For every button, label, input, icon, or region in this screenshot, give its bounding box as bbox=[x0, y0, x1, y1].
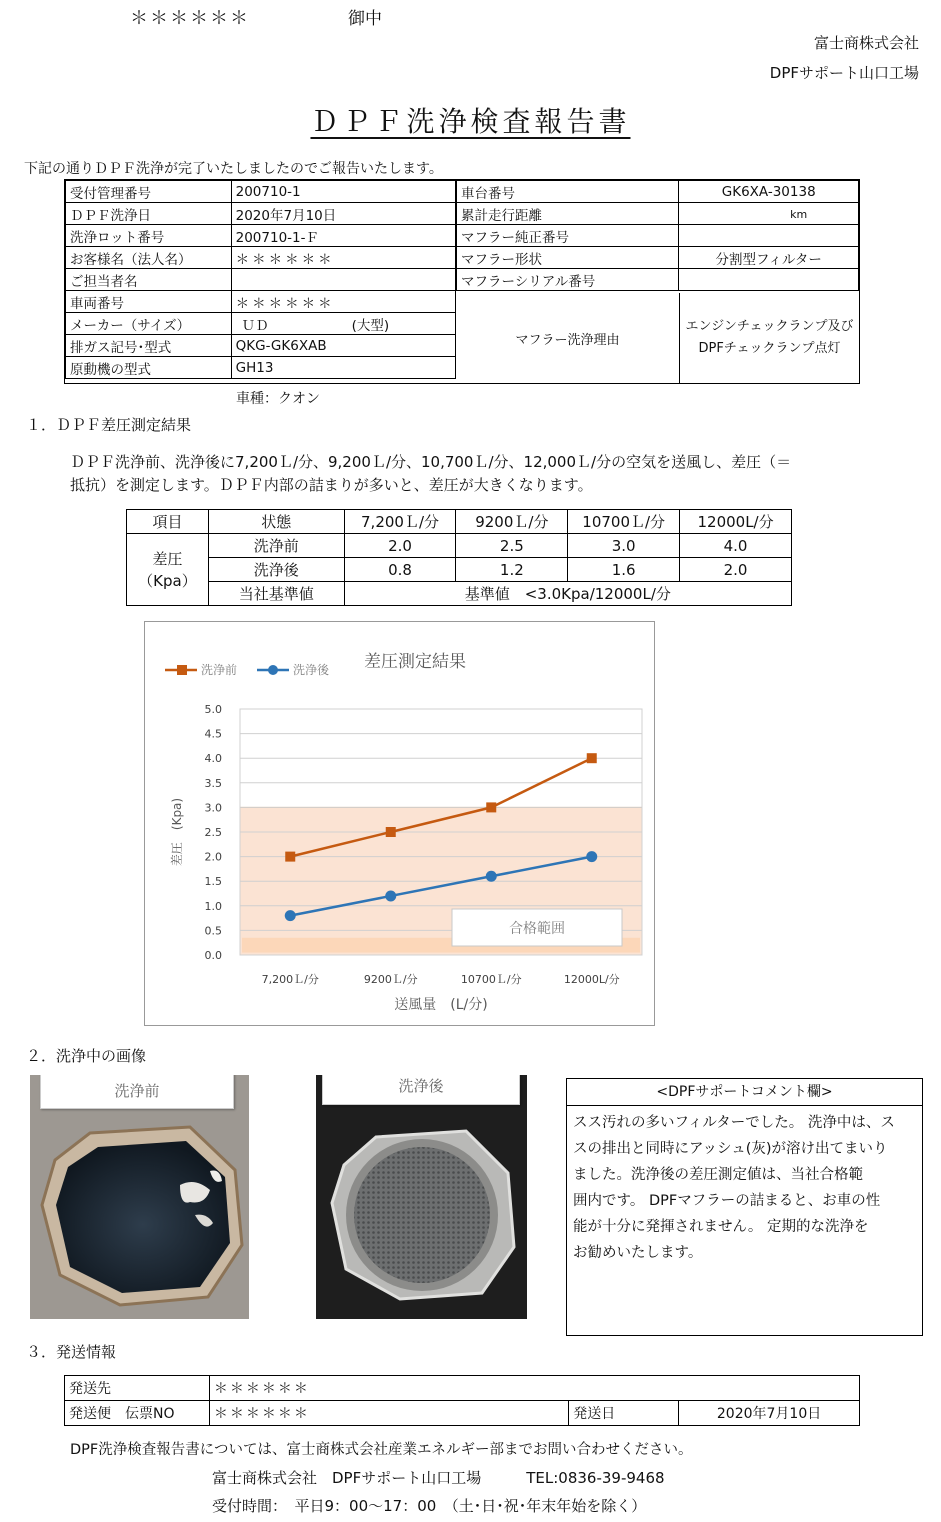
info-right-row bbox=[457, 181, 859, 203]
comment-box bbox=[566, 1078, 923, 1336]
y-tick-label: 5.0 bbox=[204, 703, 222, 716]
ship-slip-value: ＊＊＊＊＊＊ bbox=[209, 1401, 568, 1426]
header-col-4: 12000L/分 bbox=[680, 510, 792, 534]
before-value-1: 2.0 bbox=[344, 534, 456, 558]
x-tick-label: 9200Ｌ/分 bbox=[363, 973, 418, 986]
chart-frame bbox=[144, 621, 655, 1026]
x-tick-label: 12000L/分 bbox=[563, 973, 620, 986]
mileage-unit: km bbox=[790, 207, 808, 221]
data-point-before bbox=[285, 852, 295, 862]
section2-title: ２．洗浄中の画像 bbox=[26, 1047, 147, 1065]
photo-before-label: 洗浄前 bbox=[40, 1075, 234, 1109]
info-right-label: マフラー形状 bbox=[457, 247, 679, 269]
info-left-value: 2020年7月10日 bbox=[231, 203, 455, 225]
info-left-label: 原動機の型式 bbox=[66, 357, 232, 379]
comment-line: 能が十分に発揮されません。 定期的な洗浄を bbox=[573, 1219, 869, 1235]
info-left-label: ご担当者名 bbox=[66, 269, 232, 291]
comment-line: スス汚れの多いフィルターでした。 洗浄中は、ス bbox=[573, 1115, 895, 1131]
std-label: 当社基準値 bbox=[208, 582, 344, 606]
legend-marker bbox=[177, 665, 187, 675]
legend-label: 洗浄後 bbox=[293, 663, 330, 677]
info-right-label: マフラー純正番号 bbox=[457, 225, 679, 247]
pressure-table bbox=[126, 509, 792, 606]
section3-title: ３．発送情報 bbox=[26, 1343, 117, 1361]
section1-title: １．ＤＰＦ差圧測定結果 bbox=[26, 416, 192, 434]
info-right-value bbox=[679, 203, 859, 225]
ship-slip-label: 発送便 伝票NO bbox=[65, 1401, 210, 1426]
footer-line1: DPF洗浄検査報告書については、富士商株式会社産業エネルギー部までお問い合わせください。 bbox=[70, 1442, 693, 1458]
header-col-2: 9200Ｌ/分 bbox=[456, 510, 568, 534]
photo-after bbox=[316, 1075, 527, 1319]
maker-size: (大型) bbox=[351, 317, 390, 334]
x-tick-label: 7,200Ｌ/分 bbox=[261, 973, 319, 986]
info-right-value bbox=[679, 269, 859, 291]
info-left-row bbox=[66, 181, 456, 203]
info-left-value: ＊＊＊＊＊＊ bbox=[231, 247, 455, 269]
y-tick-label: 0.0 bbox=[204, 949, 222, 962]
after-label: 洗浄後 bbox=[208, 558, 344, 582]
ship-date-label: 発送日 bbox=[569, 1401, 679, 1426]
photo-after-label: 洗浄後 bbox=[322, 1075, 520, 1105]
info-left-value: QKG-GK6XAB bbox=[231, 335, 455, 357]
before-label: 洗浄前 bbox=[208, 534, 344, 558]
info-right-label: 累計走行距離 bbox=[457, 203, 679, 225]
info-table bbox=[64, 179, 860, 384]
maker-value: ＵＤ bbox=[241, 317, 269, 334]
footer-line3: 受付時間： 平日9：00～17：00 （土･日･祝･年末年始を除く） bbox=[212, 1497, 647, 1515]
y-tick-label: 3.0 bbox=[204, 801, 222, 815]
comment-body bbox=[567, 1106, 922, 1270]
reason-line-2: DPFチェックランプ点灯 bbox=[698, 341, 841, 356]
y-tick-label: 4.0 bbox=[204, 752, 222, 766]
info-left-row bbox=[66, 247, 456, 269]
shipping-table bbox=[64, 1375, 860, 1426]
info-left-value: ＊＊＊＊＊＊ bbox=[231, 291, 455, 313]
section1-desc-line1: ＤＰＦ洗浄前、洗浄後に7,200Ｌ/分、9,200Ｌ/分、10,700Ｌ/分、12,000Ｌ/分の空気を送風し、差圧（＝ bbox=[70, 453, 792, 471]
data-point-before bbox=[486, 802, 496, 812]
y-tick-label: 2.5 bbox=[204, 826, 222, 839]
info-left-label: 排ガス記号･型式 bbox=[66, 335, 232, 357]
info-right-value bbox=[679, 225, 859, 247]
before-value-4: 4.0 bbox=[680, 534, 792, 558]
info-left-label: ＤＰＦ洗浄日 bbox=[66, 203, 232, 225]
after-value-2: 1.2 bbox=[456, 558, 568, 582]
legend-marker bbox=[268, 665, 278, 675]
info-left-row bbox=[66, 291, 456, 313]
info-left-row bbox=[66, 269, 456, 291]
info-left-row bbox=[66, 313, 456, 335]
page-title: ＤＰＦ洗浄検査報告書 bbox=[310, 105, 631, 138]
ship-dest-value: ＊＊＊＊＊＊ bbox=[209, 1376, 859, 1401]
info-left-value bbox=[231, 269, 455, 291]
info-right-table bbox=[456, 180, 859, 291]
info-left-label: 受付管理番号 bbox=[66, 181, 232, 203]
ship-dest-label: 発送先 bbox=[65, 1376, 210, 1401]
data-point-after bbox=[385, 890, 396, 901]
dpf-after-image bbox=[316, 1075, 527, 1319]
info-left-row bbox=[66, 335, 456, 357]
pass-label: 合格範囲 bbox=[509, 921, 565, 937]
std-value: 基準値 <3.0Kpa/12000L/分 bbox=[344, 582, 791, 606]
info-left-row bbox=[66, 225, 456, 247]
row-label bbox=[127, 534, 209, 606]
dpf-before-image bbox=[30, 1075, 249, 1319]
legend-label: 洗浄前 bbox=[201, 663, 238, 677]
comment-line: スの排出と同時にアッシュ(灰)が溶け出てまいり bbox=[573, 1141, 888, 1157]
info-right-label: マフラーシリアル番号 bbox=[457, 269, 679, 291]
row-label-line1: 差圧 bbox=[152, 549, 183, 568]
info-right-value: 分割型フィルター bbox=[679, 247, 859, 269]
info-right-value: GK6XA-30138 bbox=[679, 181, 859, 203]
x-axis-label: 送風量 (L/分) bbox=[394, 997, 488, 1013]
pressure-chart bbox=[145, 622, 654, 1025]
footer-line2: 富士商株式会社 DPFサポート山口工場 TEL:0836-39-9468 bbox=[212, 1469, 665, 1487]
y-tick-label: 0.5 bbox=[204, 924, 222, 938]
y-tick-label: 1.5 bbox=[204, 875, 222, 889]
row-label-line2: （Kpa） bbox=[138, 571, 197, 590]
ship-date-value: 2020年7月10日 bbox=[679, 1401, 860, 1426]
info-left-label: お客様名（法人名） bbox=[66, 247, 232, 269]
info-right-row bbox=[457, 247, 859, 269]
comment-line: お勧めいたします。 bbox=[573, 1245, 703, 1261]
info-left-value bbox=[231, 313, 455, 335]
info-right-row bbox=[457, 225, 859, 247]
intro-text: 下記の通りＤＰＦ洗浄が完了いたしましたのでご報告いたします。 bbox=[24, 161, 443, 177]
info-right-row bbox=[457, 269, 859, 291]
recipient: ＊＊＊＊＊＊ bbox=[130, 8, 250, 29]
section1-desc-line2: 抵抗）を測定します。ＤＰＦ内部の詰まりが多いと、差圧が大きくなります。 bbox=[70, 476, 593, 494]
honorific: 御中 bbox=[348, 9, 382, 29]
info-right-row bbox=[457, 203, 859, 225]
data-point-before bbox=[386, 827, 396, 837]
before-value-2: 2.5 bbox=[456, 534, 568, 558]
photo-before bbox=[30, 1075, 249, 1319]
comment-title: <DPFサポートコメント欄> bbox=[567, 1079, 922, 1106]
after-value-1: 0.8 bbox=[344, 558, 456, 582]
info-left-value: 200710-1 bbox=[231, 181, 455, 203]
reason-cell bbox=[456, 293, 859, 383]
info-left-value: GH13 bbox=[231, 357, 455, 379]
info-left-label: 車両番号 bbox=[66, 291, 232, 313]
info-right-label: 車台番号 bbox=[457, 181, 679, 203]
y-tick-label: 4.5 bbox=[204, 727, 222, 741]
info-left-row bbox=[66, 357, 456, 379]
header-state: 状態 bbox=[208, 510, 344, 534]
data-point-after bbox=[486, 871, 497, 882]
reason-line-1: エンジンチェックランプ及び bbox=[685, 319, 854, 334]
company-name: 富士商株式会社 bbox=[813, 34, 919, 52]
info-left-row bbox=[66, 203, 456, 225]
reason-label: マフラー洗浄理由 bbox=[456, 293, 680, 383]
info-left-label: メーカー（サイズ） bbox=[66, 313, 232, 335]
before-value-3: 3.0 bbox=[568, 534, 680, 558]
info-left-label: 洗浄ロット番号 bbox=[66, 225, 232, 247]
header-col-3: 10700Ｌ/分 bbox=[568, 510, 680, 534]
y-tick-label: 3.5 bbox=[204, 776, 222, 790]
info-left-value: 200710-1-Ｆ bbox=[231, 225, 455, 247]
y-tick-label: 1.0 bbox=[204, 899, 222, 913]
data-point-after bbox=[285, 910, 296, 921]
vehicle-type: 車種：クオン bbox=[236, 391, 320, 407]
branch-name: DPFサポート山口工場 bbox=[769, 64, 919, 82]
x-tick-label: 10700Ｌ/分 bbox=[460, 973, 522, 986]
comment-line: 囲内です。 DPFマフラーの詰まると、お車の性 bbox=[573, 1193, 881, 1209]
y-axis-label: 差圧 (Kpa) bbox=[170, 797, 184, 867]
header-col-1: 7,200Ｌ/分 bbox=[344, 510, 456, 534]
comment-line: ました。洗浄後の差圧測定値は、当社合格範 bbox=[573, 1167, 863, 1183]
after-value-4: 2.0 bbox=[680, 558, 792, 582]
chart-title: 差圧測定結果 bbox=[364, 652, 466, 672]
after-value-3: 1.6 bbox=[568, 558, 680, 582]
data-point-after bbox=[586, 851, 597, 862]
info-left-table bbox=[65, 180, 456, 379]
y-tick-label: 2.0 bbox=[204, 850, 222, 864]
header-item: 項目 bbox=[127, 510, 209, 534]
data-point-before bbox=[587, 753, 597, 763]
